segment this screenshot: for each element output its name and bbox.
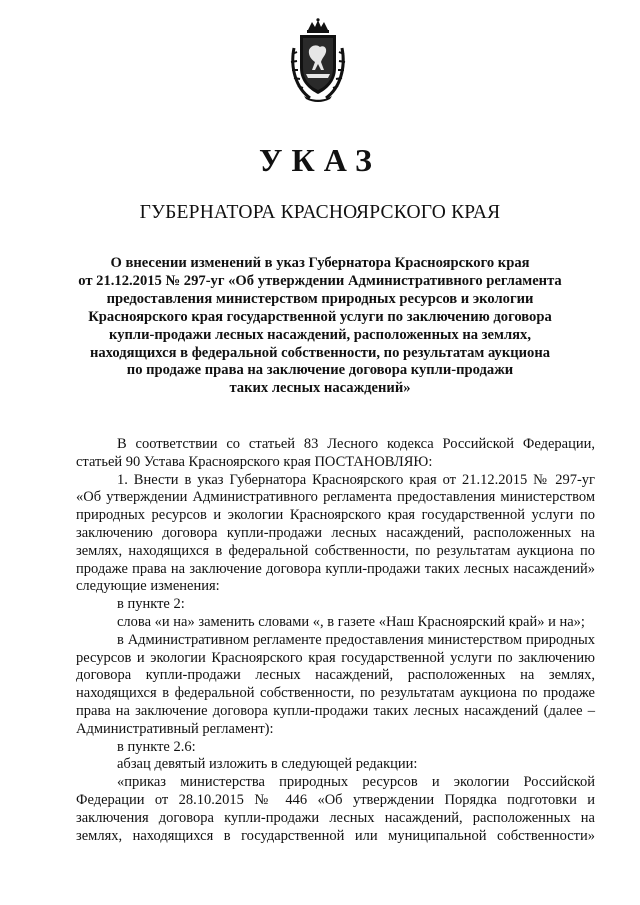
coat-of-arms-emblem xyxy=(288,18,348,102)
body-paragraph: в Административном регламенте предоставления министерством природных ресурсов и экологии Красноярского края государственной услуги по заключению договора купли-продажи лесных насаждений, расположенных на землях, находящихся в федеральной собственности, по результатам аукциона по продаже права на заключение договора купли-продажи таких лесных насаждений (далее – Административный регламент): xyxy=(76,631,595,737)
body-paragraph: в пункте 2.6: xyxy=(117,738,196,755)
document-body xyxy=(76,436,595,845)
document-type-heading: УКАЗ xyxy=(259,142,381,178)
body-paragraph: слова «и на» заменить словами «, в газете «Наш Красноярский край» и на»; xyxy=(117,613,585,630)
subject-line: предоставления министерством природных ресурсов и экологии xyxy=(106,290,534,307)
subject-line: таких лесных насаждений» xyxy=(229,380,411,397)
body-paragraph: 1. Внести в указ Губернатора Красноярского края от 21.12.2015 № 297-уг «Об утверждении Административного регламента предоставления министерством природных ресурсов и экологии Красноярского края государственной услуги по заключению договора купли-продажи лесных насаждений, расположенных на землях, находящихся в федеральной собственности, по результатам аукциона по продаже права на заключение договора купли-продажи таких лесных насаждений» следующие изменения: xyxy=(76,471,595,595)
issuer-heading: ГУБЕРНАТОРА КРАСНОЯРСКОГО КРАЯ xyxy=(139,202,501,223)
subject-line: купли-продажи лесных насаждений, расположенных на землях, xyxy=(109,326,531,343)
document-subject xyxy=(70,255,570,398)
body-paragraph: «приказ министерства природных ресурсов и экологии Российской Федерации от 28.10.2015 № 446 «Об утверждении Порядка подготовки и заключения договора купли-продажи лесных насаждений, расположенных на землях, находящихся в государственной или муниципальной собственности» xyxy=(76,774,595,844)
subject-line: от 21.12.2015 № 297-уг «Об утверждении Административного регламента xyxy=(78,272,562,289)
body-paragraph: В соответствии со статьей 83 Лесного кодекса Российской Федерации, статьей 90 Устава Красноярского края ПОСТАНОВЛЯЮ: xyxy=(76,436,595,470)
subject-line: по продаже права на заключение договора купли-продажи xyxy=(126,362,514,379)
body-paragraph: в пункте 2: xyxy=(117,596,185,613)
body-paragraph: абзац девятый изложить в следующей редакции: xyxy=(117,756,418,773)
subject-line: О внесении изменений в указ Губернатора Красноярского края xyxy=(110,255,530,271)
subject-line: находящихся в федеральной собственности, по результатам аукциона xyxy=(89,344,551,361)
subject-line: Красноярского края государственной услуги по заключению договора xyxy=(88,308,552,325)
